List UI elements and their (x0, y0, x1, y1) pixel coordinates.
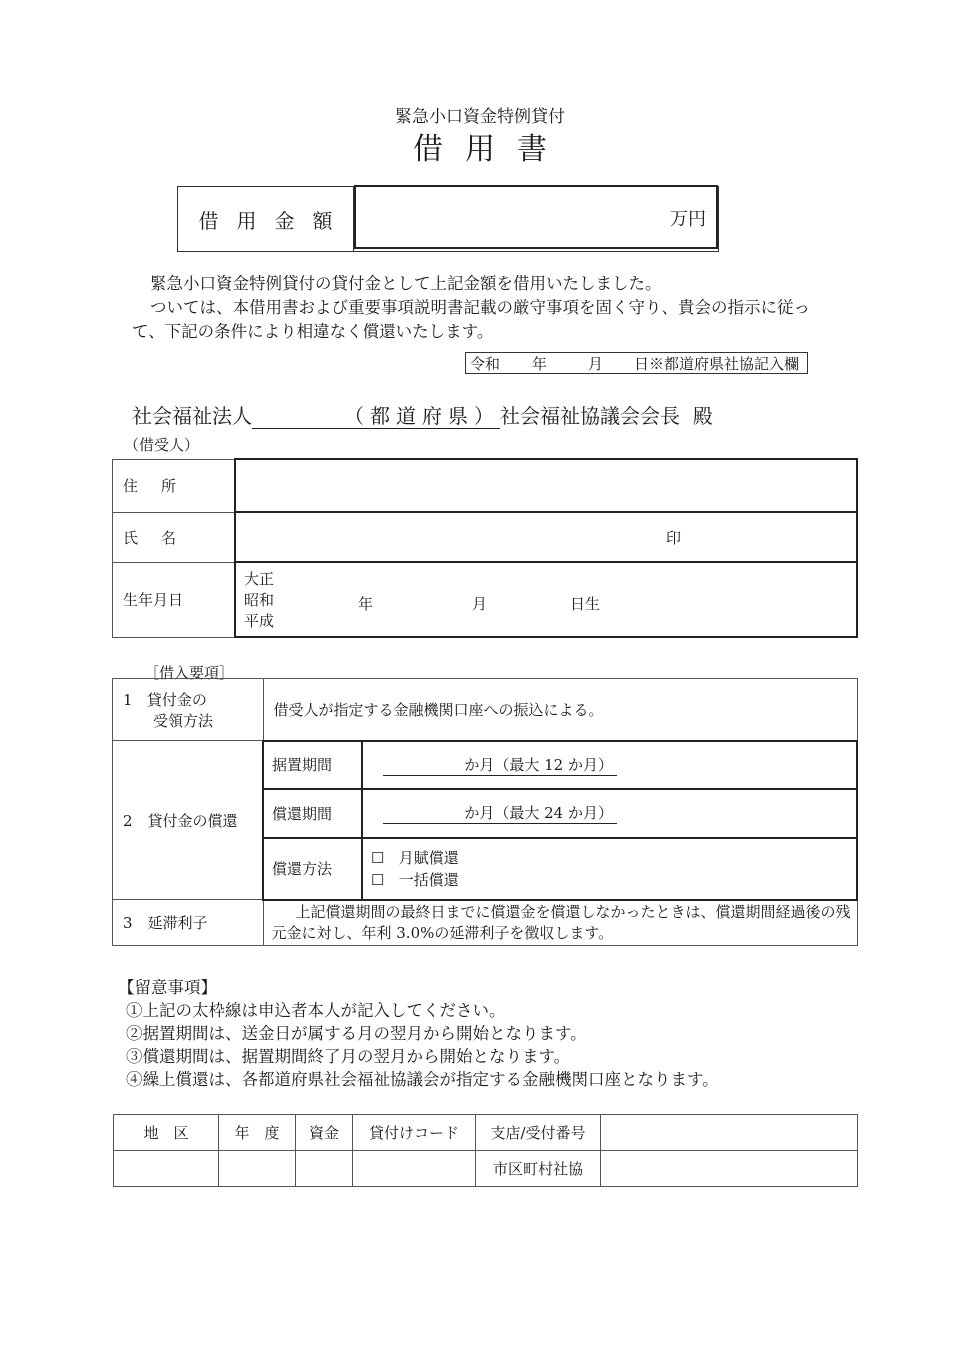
repay-method-label: 償還方法 (263, 838, 362, 900)
amount-unit: 万円 (670, 209, 706, 230)
address-field[interactable] (235, 459, 857, 512)
office-cell-year[interactable] (219, 1151, 296, 1187)
repayment-label: 2 貸付金の償還 (113, 741, 264, 900)
grace-period-field[interactable]: か月（最大 12 か月） (362, 741, 857, 789)
date-box[interactable] (465, 352, 808, 374)
birth-month: 月 (472, 595, 488, 613)
borrower-section-label: （借受人） (124, 436, 200, 454)
office-cell-district[interactable] (114, 1151, 219, 1187)
amount-label: 借用金額 (178, 187, 354, 251)
receipt-method-value: 借受人が指定する金融機関口座への振込による。 (263, 679, 857, 741)
office-municipal-label: 市区町村社協 (476, 1151, 601, 1187)
repay-method-field (362, 838, 857, 900)
birth-year: 年 (358, 595, 374, 613)
option-monthly: 月賦償還 (398, 848, 459, 867)
note-item: ①上記の太枠線は申込者本人が記入してください。 (126, 1001, 506, 1020)
office-header-loan-code: 貸付けコード (353, 1115, 476, 1151)
grace-period-label: 据置期間 (263, 741, 362, 789)
office-cell-municipal-value[interactable] (601, 1151, 858, 1187)
era-showa: 昭和 (244, 591, 275, 609)
date-day: 日 (634, 355, 650, 373)
date-note: ※都道府県社協記入欄 (649, 355, 800, 373)
loan-terms-table (112, 678, 858, 946)
office-cell-branch-value[interactable] (601, 1115, 858, 1151)
amount-box (177, 186, 719, 252)
checkbox-lump-sum[interactable]: ☐ (371, 870, 385, 889)
office-header-district: 地 区 (114, 1115, 219, 1151)
statement-paragraph-2: ついては、本借用書および重要事項説明書記載の厳守事項を固く守り、貴会の指示に従って、下記の条件により相違なく償還いたします。 (132, 298, 810, 341)
repay-period-label: 償還期間 (263, 789, 362, 838)
office-header-fund: 資金 (296, 1115, 353, 1151)
name-field[interactable] (235, 512, 857, 562)
form-title: 借用書 (413, 132, 569, 167)
date-era: 令和 (470, 355, 501, 373)
era-heisei: 平成 (244, 612, 275, 630)
late-interest-label: 3 延滞利子 (113, 900, 264, 946)
form-subtitle: 緊急小口資金特例貸付 (395, 107, 565, 127)
name-label: 氏 名 (113, 512, 236, 562)
checkbox-monthly[interactable]: ☐ (371, 848, 385, 867)
office-header-year: 年 度 (219, 1115, 296, 1151)
option-lump-sum: 一括償還 (398, 870, 459, 889)
addressee-honorific: 殿 (692, 404, 713, 428)
date-year: 年 (532, 355, 548, 373)
note-item: ④繰上償還は、各都道府県社会福祉協議会が指定する金融機関口座となります。 (126, 1070, 719, 1089)
birth-day: 日生 (570, 595, 601, 613)
note-item: ②据置期間は、送金日が属する月の翌月から開始となります。 (126, 1024, 587, 1043)
repay-period-field[interactable]: か月（最大 24 か月） (362, 789, 857, 838)
seal-mark: 印 (666, 529, 682, 547)
era-taisho: 大正 (244, 570, 275, 588)
late-interest-value: 上記償還期間の最終日までに償還金を償還しなかったときは、償還期間経過後の残元金に対し、年利 3.0%の延滞利子を徴収します。 (263, 900, 857, 946)
office-header-branch: 支店/受付番号 (476, 1115, 601, 1151)
addressee (132, 400, 713, 429)
addressee-suffix: 社会福祉協議会会長 (500, 404, 680, 428)
birthdate-field[interactable] (235, 562, 857, 637)
loan-section-label: ［借入要項］ (144, 664, 235, 682)
receipt-method-label: 1 貸付金の 受領方法 (113, 679, 264, 741)
addressee-prefix: 社会福祉法人 (132, 404, 252, 428)
notes-heading: 【留意事項】 (118, 978, 217, 997)
note-item: ③償還期間は、据置期間終了月の翌月から開始となります。 (126, 1047, 571, 1066)
addressee-prefecture: （都道府県） (344, 404, 500, 428)
statement-paragraph-1: 緊急小口資金特例貸付の貸付金として上記金額を借用いたしました。 (150, 274, 662, 293)
birthdate-label: 生年月日 (113, 562, 236, 637)
date-month: 月 (588, 355, 604, 373)
notes-section (118, 976, 719, 1091)
office-cell-fund[interactable] (296, 1151, 353, 1187)
addressee-blank[interactable] (252, 410, 344, 429)
amount-field[interactable] (354, 185, 718, 249)
borrower-table (112, 458, 858, 638)
office-cell-loan-code[interactable] (353, 1151, 476, 1187)
address-label: 住 所 (113, 459, 236, 512)
office-use-table (113, 1114, 858, 1187)
